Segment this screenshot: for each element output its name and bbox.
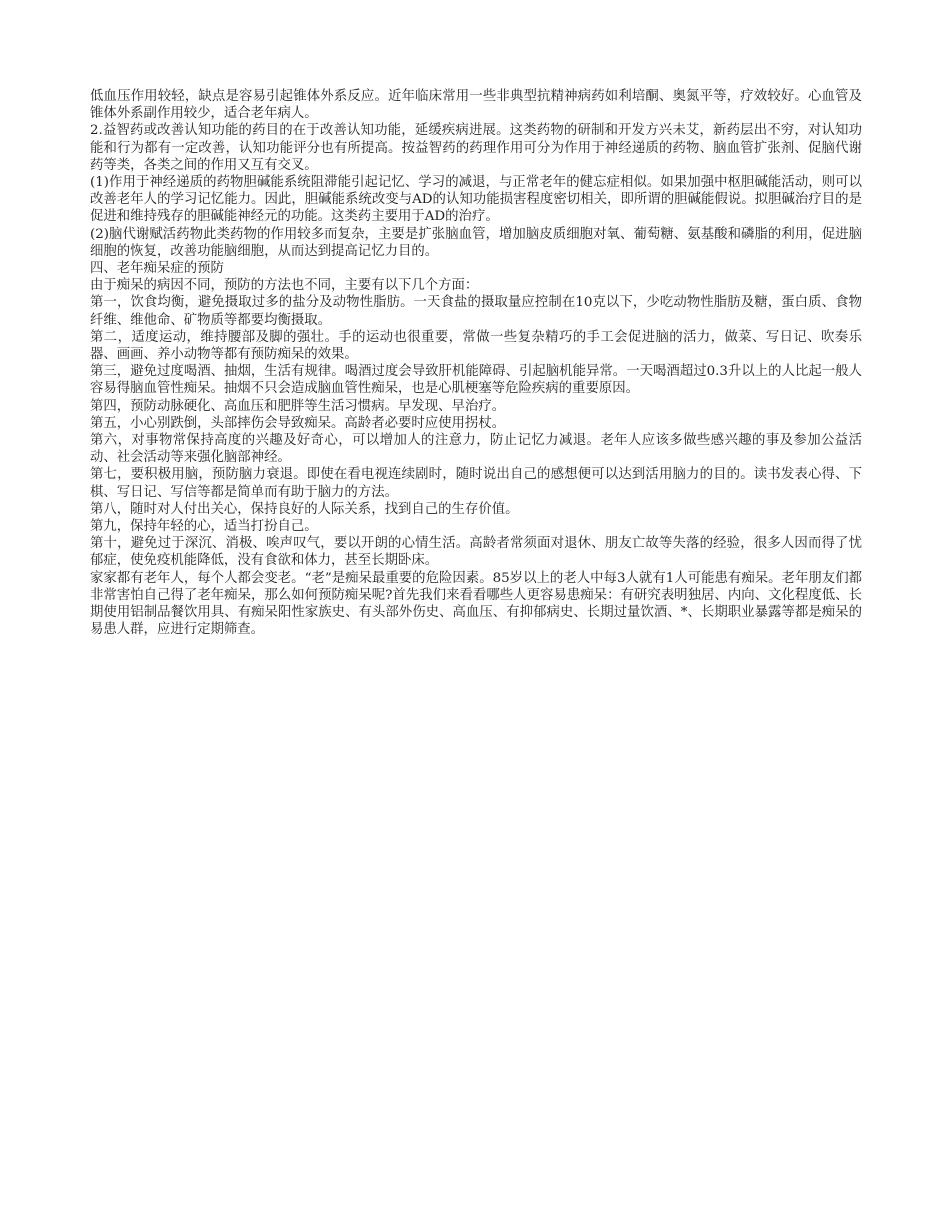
prevention-item-5: 第五，小心别跌倒，头部摔伤会导致痴呆。高龄者必要时应使用拐杖。 [90, 415, 506, 431]
prevention-item-3: 第三，避免过度喝酒、抽烟，生活有规律。喝酒过度会导致肝机能障碍、引起脑机能异常。一天喝酒超过0.3升以上的人比起一般人容易得脑血管性痴呆。抽烟不只会造成脑血管性痴呆，也是心肌梗塞等危险疾病的重要原因。 [90, 364, 862, 397]
prevention-item-2: 第二，适度运动，维持腰部及脚的强壮。手的运动也很重要，常做一些复杂精巧的手工会促进脑的活力，做菜、写日记、吹奏乐器、画画、养小动物等都有预防痴呆的效果。 [90, 329, 862, 363]
prevention-item-6: 第六，对事物常保持高度的兴趣及好奇心，可以增加人的注意力，防止记忆力减退。老年人应该多做些感兴趣的事及参加公益活动、社会活动等来强化脑部神经。 [90, 433, 862, 466]
paragraph-neurotransmitter-drugs: (1)作用于神经递质的药物胆碱能系统阻滞能引起记忆、学习的减退，与正常老年的健忘症相似。如果加强中枢胆碱能活动，则可以改善老年人的学习记忆能力。因此，胆碱能系统改变与AD的认知功能损害程度密切相关，即所谓的胆碱能假说。拟胆碱治疗目的是促进和维持残存的胆碱能神经元的功能。这类药主要用于AD的治疗。 [90, 175, 862, 225]
section-heading-prevention: 四、老年痴呆症的预防 [90, 261, 224, 277]
paragraph-prevention-intro: 由于痴呆的病因不同，预防的方法也不同，主要有以下几个方面： [90, 278, 479, 294]
document-body [90, 88, 862, 639]
prevention-item-7: 第七，要积极用脑，预防脑力衰退。即使在看电视连续剧时，随时说出自己的感想便可以达到活用脑力的目的。读书发表心得、下棋、写日记、写信等都是简单而有助于脑力的方法。 [90, 467, 862, 500]
paragraph-antipsychotic-note: 低血压作用较轻，缺点是容易引起锥体外系反应。近年临床常用一些非典型抗精神病药如利培酮、奥氮平等，疗效较好。心血管及锥体外系副作用较少，适合老年病人。 [90, 89, 862, 122]
prevention-item-4: 第四，预防动脉硬化、高血压和肥胖等生活习惯病。早发现、早治疗。 [90, 398, 506, 414]
prevention-item-8: 第八，随时对人付出关心，保持良好的人际关系，找到自己的生存价值。 [90, 501, 519, 517]
paragraph-brain-metabolism-drugs: (2)脑代谢赋活药物此类药物的作用较多而复杂，主要是扩张脑血管，增加脑皮质细胞对氧、葡萄糖、氨基酸和磷脂的利用，促进脑细胞的恢复，改善功能脑细胞，从而达到提高记忆力目的。 [90, 226, 862, 259]
prevention-item-1: 第一，饮食均衡，避免摄取过多的盐分及动物性脂肪。一天食盐的摄取量应控制在10克以下，少吃动物性脂肪及糖，蛋白质、食物纤维、维他命、矿物质等都要均衡摄取。 [90, 295, 862, 328]
prevention-item-10: 第十，避免过于深沉、消极、唉声叹气，要以开朗的心情生活。高龄者常须面对退休、朋友亡故等失落的经验，很多人因而得了忧郁症，使免疫机能降低，没有食欲和体力，甚至长期卧床。 [90, 536, 862, 569]
prevention-item-9: 第九，保持年轻的心，适当打扮自己。 [90, 519, 318, 535]
paragraph-nootropic-drugs: 2.益智药或改善认知功能的药目的在于改善认知功能，延缓疾病进展。这类药物的研制和开发方兴未艾，新药层出不穷，对认知功能和行为都有一定改善，认知功能评分也有所提高。按益智药的药理作用可分为作用于神经递质的药物、脑血管扩张剂、促脑代谢药等类，各类之间的作用又互有交叉。 [90, 123, 862, 173]
paragraph-risk-groups: 家家都有老年人，每个人都会变老。“老”是痴呆最重要的危险因素。85岁以上的老人中每3人就有1人可能患有痴呆。老年朋友们都非常害怕自己得了老年痴呆，那么如何预防痴呆呢?首先我们来看看哪些人更容易患痴呆：有研究表明独居、内向、文化程度低、长期使用铝制品餐饮用具、有痴呆阳性家族史、有头部外伤史、高血压、有抑郁病史、长期过量饮酒、*、长期职业暴露等都是痴呆的易患人群，应进行定期筛查。 [90, 570, 862, 638]
